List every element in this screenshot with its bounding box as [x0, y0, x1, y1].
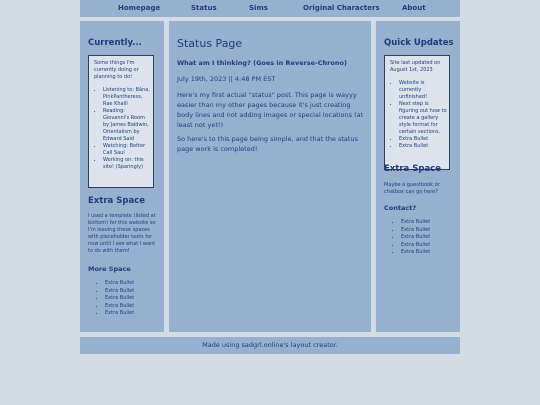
main-content: [169, 21, 371, 332]
list-item: • Extra Bullet: [401, 249, 430, 257]
more-space-list: [88, 280, 134, 318]
list-item: • Extra Bullet: [105, 303, 134, 311]
footer-credit[interactable]: Made using sadgrl.online's layout creator.: [202, 341, 338, 349]
list-item: • Extra Bullet: [105, 310, 134, 318]
updates-intro: Site last updated on August 1st, 2023: [390, 60, 441, 73]
nav-link-sims[interactable]: Sims: [249, 4, 268, 12]
status-heading: What am I thinking? (Goes in Reverse-Chrono): [177, 59, 347, 67]
more-space-title: More Space: [88, 265, 131, 273]
footer: [80, 337, 460, 354]
post-paragraph-1: Here's my first actual "status" post. This page is wayyy easier than my other pages because it's just creating body lines and not adding images or special locations (at least not yet!): [177, 91, 364, 129]
list-item: • Extra Bullet: [401, 227, 430, 235]
currently-title: Currently...: [88, 38, 142, 48]
left-sidebar: [80, 21, 164, 332]
extra-space-text: I used a template (listed at bottom) for this website so I'm leaving these spaces with placeholder texts for now until I see what I want to do with them!: [88, 213, 156, 254]
currently-list: [94, 87, 151, 171]
top-nav: [80, 0, 460, 17]
list-item: • Extra Bullet: [105, 295, 134, 303]
extra-space-text: Maybe a guestbook or chatbox can go here?: [384, 182, 440, 195]
list-item: • Extra Bullet: [105, 280, 134, 288]
list-item: • Website is currently unfinished!: [399, 80, 447, 101]
page-title: Status Page: [177, 37, 243, 50]
updates-list: [390, 80, 447, 150]
extra-space-title: Extra Space: [88, 196, 145, 206]
nav-link-about[interactable]: About: [402, 4, 426, 12]
list-item: • Next step is figuring out how to create a gallery style format for certain sections.: [399, 101, 447, 136]
currently-box: [88, 55, 154, 188]
list-item: • Watching: Better Call Saul: [103, 143, 151, 157]
list-item: • Working on: this site! (Sparingly): [103, 157, 151, 171]
nav-link-homepage[interactable]: Homepage: [118, 4, 161, 12]
nav-link-original-characters[interactable]: Original Characters: [303, 4, 380, 12]
list-item: • Reading: Giovanni's Room by James Baldwin, Orientalism by Edward Said: [103, 108, 151, 143]
list-item: • Extra Bullet: [399, 143, 447, 150]
list-item: • Listening to: Bǎna, PinkPantheress, Rae Khalil: [103, 87, 151, 108]
post-paragraph-2: So here's to this page being simple, and that the status page work is completed!: [177, 135, 358, 153]
list-item: • Extra Bullet: [401, 219, 430, 227]
list-item: • Extra Bullet: [105, 288, 134, 296]
nav-link-status[interactable]: Status: [191, 4, 217, 12]
list-item: • Extra Bullet: [401, 242, 430, 250]
post-date: July 19th, 2023 || 4:48 PM EST: [177, 75, 276, 83]
list-item: • Extra Bullet: [401, 234, 430, 242]
contact-list: [384, 219, 430, 257]
extra-space-title: Extra Space: [384, 164, 441, 174]
right-sidebar: [376, 21, 460, 332]
list-item: • Extra Bullet: [399, 136, 447, 143]
currently-intro: Some things I'm currently doing or planning to do!: [94, 60, 139, 80]
quick-updates-title: Quick Updates: [384, 38, 454, 48]
updates-box: [384, 55, 450, 170]
contact-title: Contact?: [384, 204, 417, 212]
